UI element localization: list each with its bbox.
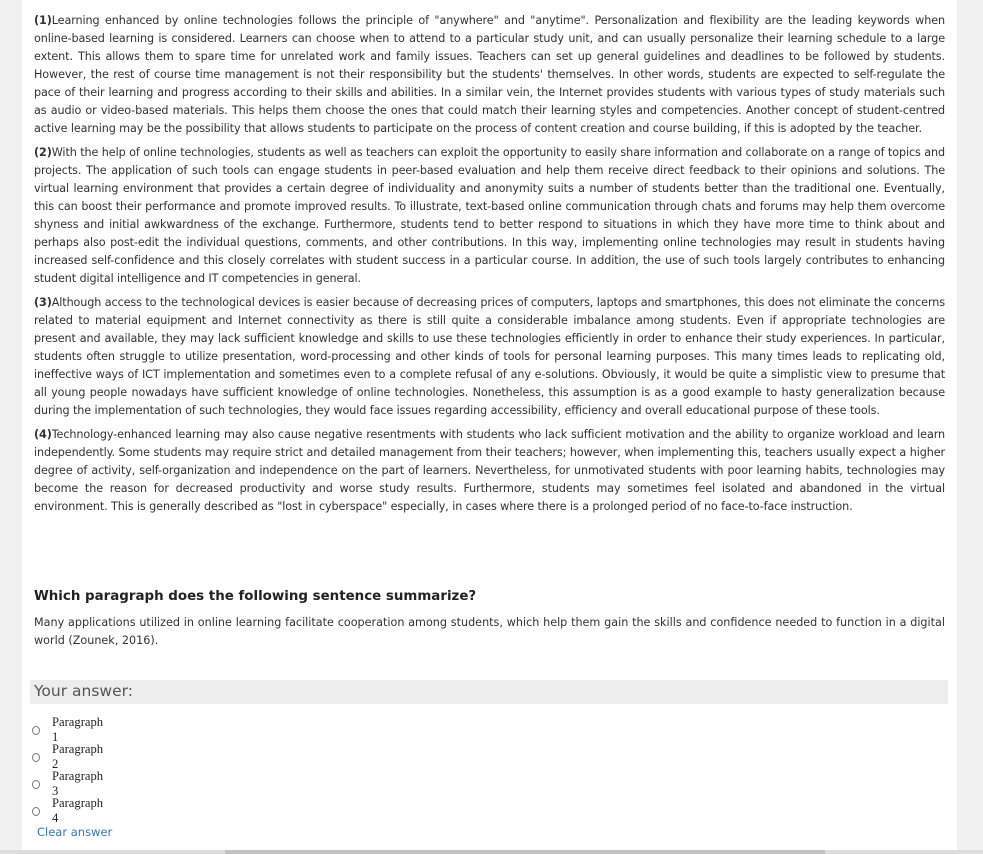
paragraph-4 <box>34 426 945 516</box>
paragraph-text: Although access to the technological devices is easier because of decreasing prices of computers, laptops and smartphones, this does not eliminate the concerns related to material equipment and Internet connectivity as there is still quite a considerable imbalance among students. Even if appropriate technologies are present and available, they may lack sufficient knowledge and skills to use these technologies efficiently in order to enhance their study experiences. In particular, students often struggle to utilize presentation, word-processing and other kinds of tools for personal learning purposes. This many times leads to replicating old, ineffective ways of ICT implementation and sometimes even to a complete refusal of any e-solutions. Obviously, it would be quite a simplistic view to presume that all young people nowadays have sufficient knowledge of online technologies. Nonetheless, this assumption is as a good example to hasty generalization because during the implementation of such technologies, they would face issues regarding accessibility, efficiency and overall educational purpose of these tools. <box>34 296 945 417</box>
radio-button[interactable] <box>32 753 40 762</box>
paragraph-3 <box>34 294 945 420</box>
option-paragraph-3[interactable] <box>32 769 104 798</box>
option-paragraph-1[interactable] <box>32 715 104 744</box>
paragraph-number: (4) <box>34 428 52 441</box>
paragraph-number: (3) <box>34 296 52 309</box>
option-label[interactable]: Paragraph 3 <box>52 769 104 798</box>
paragraph-2 <box>34 144 945 288</box>
paragraph-text: Technology-enhanced learning may also cause negative resentments with students who lack sufficient motivation and the ability to organize workload and learn independently. Some students may require strict and detailed management from their teachers; however, when implementing this, teachers usually expect a higher degree of activity, self-organization and independence on the part of learners. Nevertheless, for unmotivated students with poor learning habits, technologies may become the reason for decreased productivity and worse study results. Furthermore, students may sometimes feel isolated and abandoned in the virtual environment. This is generally described as "lost in cyberspace" especially, in cases where there is a prolonged period of no face-to-face instruction. <box>34 428 945 513</box>
paragraph-number: (2) <box>34 146 52 159</box>
paragraph-1 <box>34 12 945 138</box>
radio-button[interactable] <box>32 807 40 816</box>
option-label[interactable]: Paragraph 4 <box>52 796 104 825</box>
option-label[interactable]: Paragraph 2 <box>52 742 104 771</box>
question-title: Which paragraph does the following sentence summarize? <box>34 589 477 604</box>
radio-button[interactable] <box>32 726 40 735</box>
answer-header <box>30 680 948 704</box>
paragraph-number: (1) <box>34 14 52 27</box>
option-label[interactable]: Paragraph 1 <box>52 715 104 744</box>
option-paragraph-2[interactable] <box>32 742 104 771</box>
answer-label: Your answer: <box>34 682 133 700</box>
question-text: Many applications utilized in online learning facilitate cooperation among students, which help them gain the skills and confidence needed to function in a digital world (Zounek, 2016). <box>34 616 945 647</box>
reading-passage <box>34 12 945 522</box>
paragraph-text: With the help of online technologies, students as well as teachers can exploit the opportunity to easily share information and collaborate on a range of topics and projects. The application of such tools can engage students in peer-based evaluation and help them receive direct feedback to their opinions and solutions. The virtual learning environment that provides a certain degree of individuality and anonymity suits a number of students better than the traditional one. Eventually, this can boost their performance and promote improved results. To illustrate, text-based online communication through chats and forums may help them overcome shyness and initial awkwardness of the exchange. Furthermore, students tend to better respond to situations in which they have more time to think about and perhaps also post-edit the individual questions, comments, and other contributions. In this way, implementing online technologies may result in students having increased self-confidence and this closely correlates with student success in a particular course. In addition, the use of such tools largely contributes to enhancing student digital intelligence and IT competencies in general. <box>34 146 945 285</box>
radio-button[interactable] <box>32 780 40 789</box>
option-paragraph-4[interactable] <box>32 796 104 825</box>
question-card <box>22 0 957 850</box>
horizontal-scrollbar[interactable] <box>0 850 983 854</box>
paragraph-text: Learning enhanced by online technologies follows the principle of "anywhere" and "anytime". Personalization and flexibility are the leading keywords when online-based learning is considered. Learners can choose when to attend to a particular study unit, and can usually personalize their learning schedule to a large extent. This allows them to spare time for unrelated work and family issues. Teachers can set up general guidelines and deadlines to be followed by students. However, the rest of course time management is not their responsibility but the students' themselves. In other words, students are expected to self-regulate the pace of their learning and progress according to their skills and abilities. In a similar vein, the Internet provides students with various types of study materials such as audio or video-based materials. This helps them choose the ones that could match their learning styles and competencies. Another concept of student-centred active learning may be the possibility that allows students to participate on the process of content creation and course building, if this is adopted by the teacher. <box>34 14 945 135</box>
scrollbar-thumb[interactable] <box>225 850 825 854</box>
clear-answer-link[interactable]: Clear answer <box>37 825 113 839</box>
